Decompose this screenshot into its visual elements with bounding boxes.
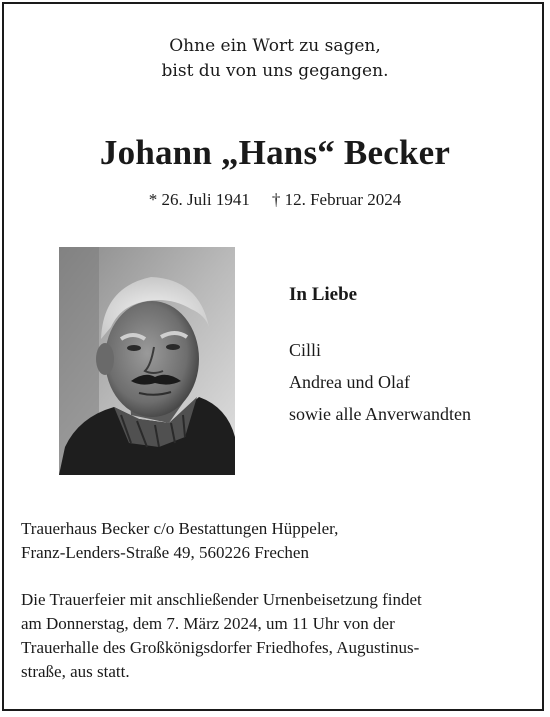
mourner-name: Andrea und Olaf [289,372,410,392]
birth-date: * 26. Juli 1941 [148,190,250,209]
intro-line: bist du von uns gegangen. [161,61,389,81]
intro-line: Ohne ein Wort zu sagen, [169,36,381,56]
service-line: am Donnerstag, dem 7. März 2024, um 11 Uhr von der [21,614,395,633]
address-line: Trauerhaus Becker c/o Bestattungen Hüppeler, [21,519,339,538]
house-address [21,517,338,565]
mourners-heading: In Liebe [289,284,358,305]
mourner-name: sowie alle Anverwandten [289,404,471,424]
mourners-block [289,284,471,430]
service-line: Trauerhalle des Großkönigsdorfer Friedhofes, Augustinus- [21,638,420,657]
life-dates [0,190,550,210]
service-line: Die Trauerfeier mit anschließender Urnenbeisetzung findet [21,590,422,609]
deceased-name: Johann „Hans“ Becker [99,133,451,172]
mourner-name: Cilli [289,340,322,360]
service-details [21,588,531,684]
address-line: Franz-Lenders-Straße 49, 560226 Frechen [21,543,309,562]
service-line: straße, aus statt. [21,662,130,681]
death-date: † 12. Februar 2024 [271,190,402,209]
portrait-image [59,247,235,475]
intro-verse [0,34,550,84]
portrait-photo [59,247,235,475]
